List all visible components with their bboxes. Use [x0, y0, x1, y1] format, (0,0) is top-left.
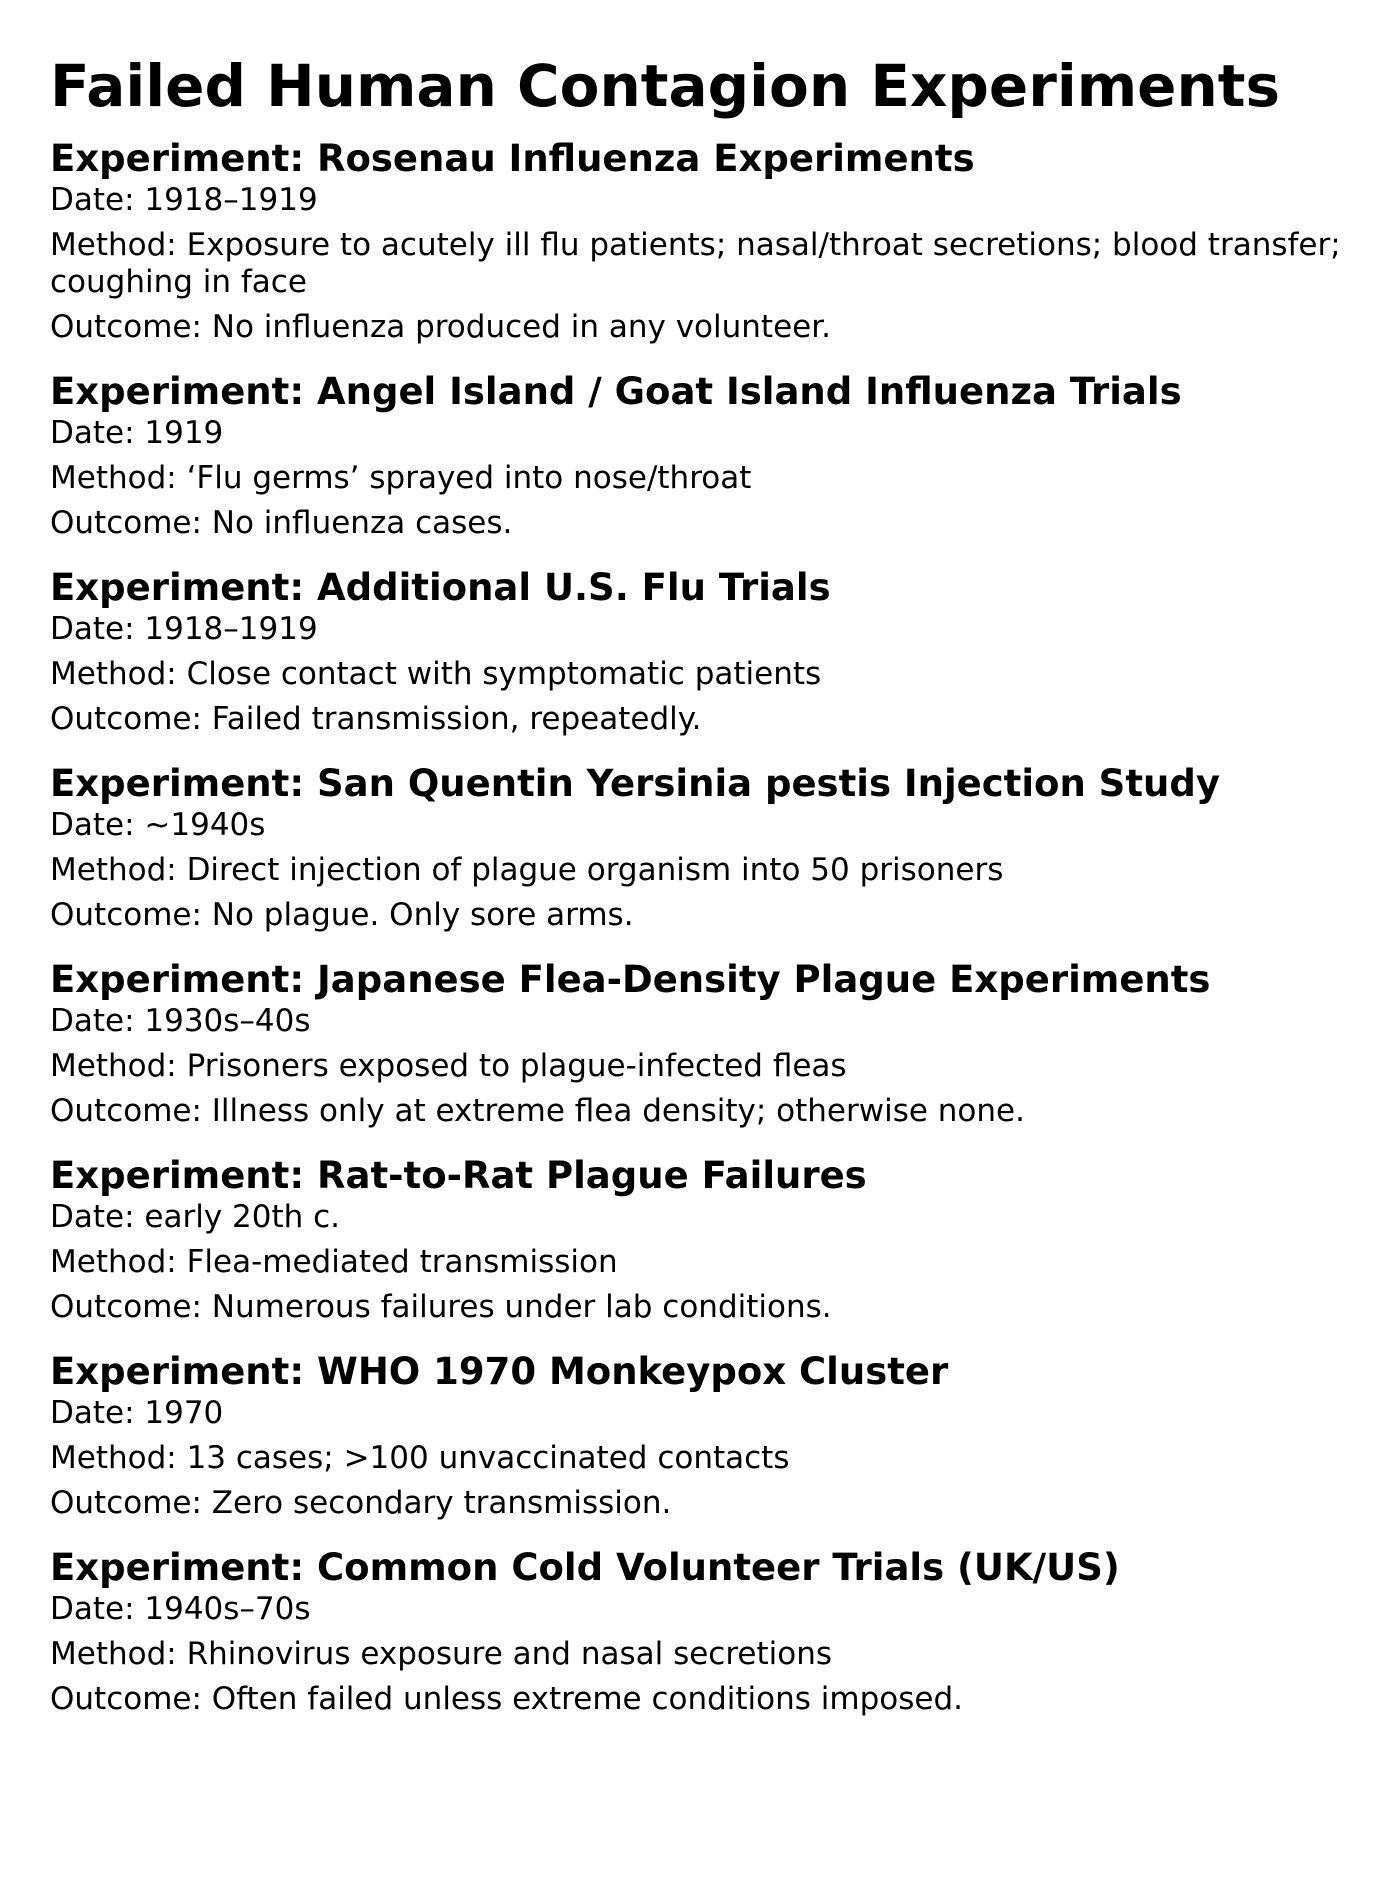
experiment-entry — [50, 1153, 1350, 1326]
experiment-title: Experiment: Japanese Flea-Density Plague Experiments — [50, 958, 1211, 1001]
experiment-entry — [50, 565, 1350, 738]
experiment-outcome: Outcome: Numerous failures under lab conditions. — [50, 1289, 832, 1325]
experiment-date: Date: 1918–1919 — [50, 611, 318, 647]
experiment-method: Method: Direct injection of plague organism into 50 prisoners — [50, 852, 1004, 888]
experiment-date: Date: ~1940s — [50, 807, 266, 843]
experiment-title: Experiment: Angel Island / Goat Island Influenza Trials — [50, 370, 1182, 413]
experiment-date: Date: 1918–1919 — [50, 182, 318, 218]
experiment-outcome: Outcome: Often failed unless extreme conditions imposed. — [50, 1681, 963, 1717]
experiment-method: Method: Flea-mediated transmission — [50, 1244, 618, 1280]
experiment-date: Date: 1940s–70s — [50, 1591, 311, 1627]
experiment-date: Date: 1930s–40s — [50, 1003, 311, 1039]
experiment-outcome: Outcome: Failed transmission, repeatedly. — [50, 701, 702, 737]
experiment-entry — [50, 1349, 1350, 1522]
experiment-title: Experiment: WHO 1970 Monkeypox Cluster — [50, 1350, 949, 1393]
experiment-date: Date: 1970 — [50, 1395, 224, 1431]
experiment-method: Method: 13 cases; >100 unvaccinated contacts — [50, 1440, 790, 1476]
experiment-title: Experiment: Rat-to-Rat Plague Failures — [50, 1154, 867, 1197]
experiment-method: Method: Close contact with symptomatic patients — [50, 656, 822, 692]
experiment-method: Method: ‘Flu germs’ sprayed into nose/throat — [50, 460, 752, 496]
experiment-outcome: Outcome: No influenza produced in any volunteer. — [50, 309, 831, 345]
experiment-date: Date: 1919 — [50, 415, 224, 451]
experiment-entry — [50, 957, 1350, 1130]
experiment-outcome: Outcome: No plague. Only sore arms. — [50, 897, 634, 933]
experiment-title: Experiment: Common Cold Volunteer Trials (UK/US) — [50, 1546, 1120, 1589]
experiment-entry — [50, 136, 1350, 346]
experiment-entry — [50, 761, 1350, 934]
experiment-method: Method: Rhinovirus exposure and nasal secretions — [50, 1636, 833, 1672]
experiment-outcome: Outcome: Zero secondary transmission. — [50, 1485, 672, 1521]
experiment-title: Experiment: San Quentin Yersinia pestis Injection Study — [50, 762, 1220, 805]
experiment-title: Experiment: Additional U.S. Flu Trials — [50, 566, 831, 609]
experiment-date: Date: early 20th c. — [50, 1199, 341, 1235]
experiment-entry — [50, 369, 1350, 542]
experiment-outcome: Outcome: Illness only at extreme flea density; otherwise none. — [50, 1093, 1025, 1129]
experiment-title: Experiment: Rosenau Influenza Experiments — [50, 137, 975, 180]
experiment-method: Method: Exposure to acutely ill flu patients; nasal/throat secretions; blood transfer; coughing in face — [50, 227, 1341, 300]
experiment-method: Method: Prisoners exposed to plague-infected fleas — [50, 1048, 847, 1084]
page-title: Failed Human Contagion Experiments — [50, 52, 1281, 120]
experiment-outcome: Outcome: No influenza cases. — [50, 505, 513, 541]
experiment-entry — [50, 1545, 1350, 1718]
